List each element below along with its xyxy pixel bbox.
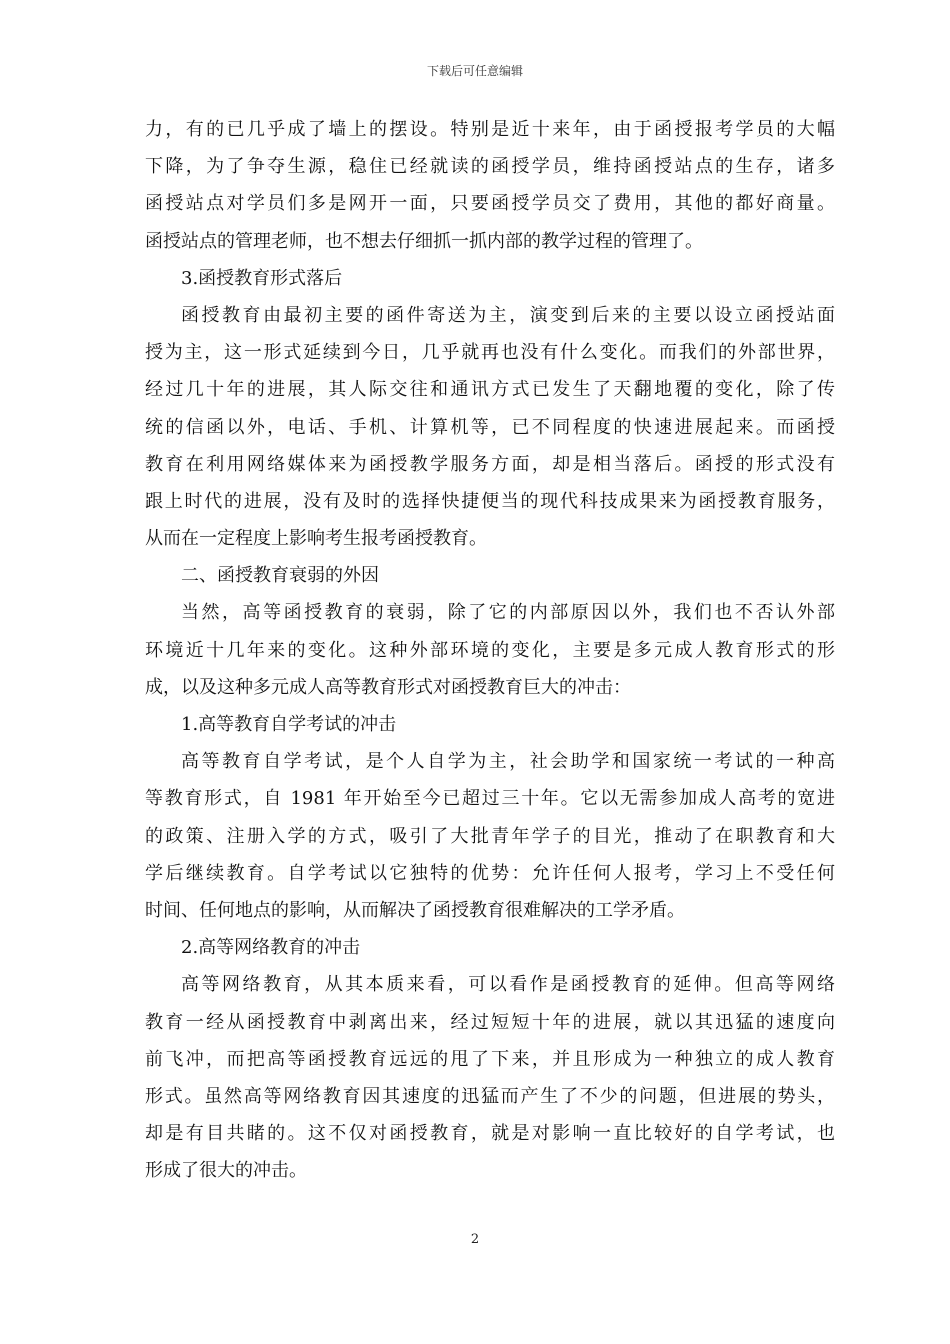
paragraph-line: 等教育形式，自 1981 年开始至今已超过三十年。它以无需参加成人高考的宽进 bbox=[145, 788, 835, 810]
paragraph-line: 教育一经从函授教育中剥离出来，经过短短十年的进展，就以其迅猛的速度向 bbox=[145, 1011, 835, 1033]
paragraph-line: 统的信函以外，电话、手机、计算机等，已不同程度的快速进展起来。而函授 bbox=[145, 416, 835, 438]
paragraph-line: 前飞冲，而把高等函授教育远远的甩了下来，并且形成为一种独立的成人教育 bbox=[145, 1048, 835, 1070]
section-heading: 2.高等网络教育的冲击 bbox=[181, 937, 361, 959]
paragraph-line: 力，有的已几乎成了墙上的摆设。特别是近十来年，由于函授报考学员的大幅 bbox=[145, 119, 835, 140]
paragraph-line: 教育在利用网络媒体来为函授教学服务方面，却是相当落后。函授的形式没有 bbox=[145, 453, 835, 475]
paragraph-line: 成，以及这种多元成人高等教育形式对函授教育巨大的冲击： bbox=[145, 676, 631, 698]
paragraph-line: 当然，高等函授教育的衰弱，除了它的内部原因以外，我们也不否认外部 bbox=[181, 602, 835, 624]
paragraph-line: 跟上时代的进展，没有及时的选择快捷便当的现代科技成果来为函授教育服务， bbox=[145, 490, 835, 512]
paragraph-line: 形式。虽然高等网络教育因其速度的迅猛而产生了不少的问题，但进展的势头， bbox=[145, 1085, 835, 1107]
section-heading: 1.高等教育自学考试的冲击 bbox=[181, 714, 397, 735]
section-heading: 二、函授教育衰弱的外因 bbox=[181, 565, 379, 587]
document-body bbox=[145, 111, 835, 1189]
paragraph-line: 下降，为了争夺生源，稳住已经就读的函授学员，维持函授站点的生存，诸多 bbox=[145, 156, 835, 178]
paragraph-line: 从而在一定程度上影响考生报考函授教育。 bbox=[145, 528, 487, 550]
paragraph-line: 函授站点对学员们多是网开一面，只要函授学员交了费用，其他的都好商量。 bbox=[145, 193, 835, 215]
paragraph-line: 函授站点的管理老师，也不想去仔细抓一抓内部的教学过程的管理了。 bbox=[145, 230, 703, 252]
paragraph-line: 形成了很大的冲击。 bbox=[145, 1160, 307, 1182]
paragraph-line: 时间、任何地点的影响，从而解决了函授教育很难解决的工学矛盾。 bbox=[145, 899, 685, 921]
paragraph-line: 函授教育由最初主要的函件寄送为主，演变到后来的主要以设立函授站面 bbox=[181, 304, 835, 326]
paragraph-line: 经过几十年的进展，其人际交往和通讯方式已发生了天翻地覆的变化，除了传 bbox=[145, 379, 835, 401]
paragraph-line: 却是有目共睹的。这不仅对函授教育，就是对影响一直比较好的自学考试，也 bbox=[145, 1123, 835, 1145]
page-number: 2 bbox=[470, 1232, 480, 1247]
paragraph-line: 高等网络教育，从其本质来看，可以看作是函授教育的延伸。但高等网络 bbox=[181, 974, 835, 996]
section-heading: 3.函授教育形式落后 bbox=[181, 267, 343, 289]
paragraph-line: 授为主，这一形式延续到今日，几乎就再也没有什么变化。而我们的外部世界， bbox=[145, 342, 835, 364]
paragraph-line: 高等教育自学考试，是个人自学为主，社会助学和国家统一考试的一种高 bbox=[181, 751, 835, 773]
paragraph-line: 的政策、注册入学的方式，吸引了大批青年学子的目光，推动了在职教育和大 bbox=[145, 825, 835, 847]
paragraph-line: 学后继续教育。自学考试以它独特的优势：允许任何人报考，学习上不受任何 bbox=[145, 862, 835, 884]
paragraph-line: 环境近十几年来的变化。这种外部环境的变化，主要是多元成人教育形式的形 bbox=[145, 639, 835, 661]
page-header: 下载后可任意编辑 bbox=[426, 64, 523, 78]
